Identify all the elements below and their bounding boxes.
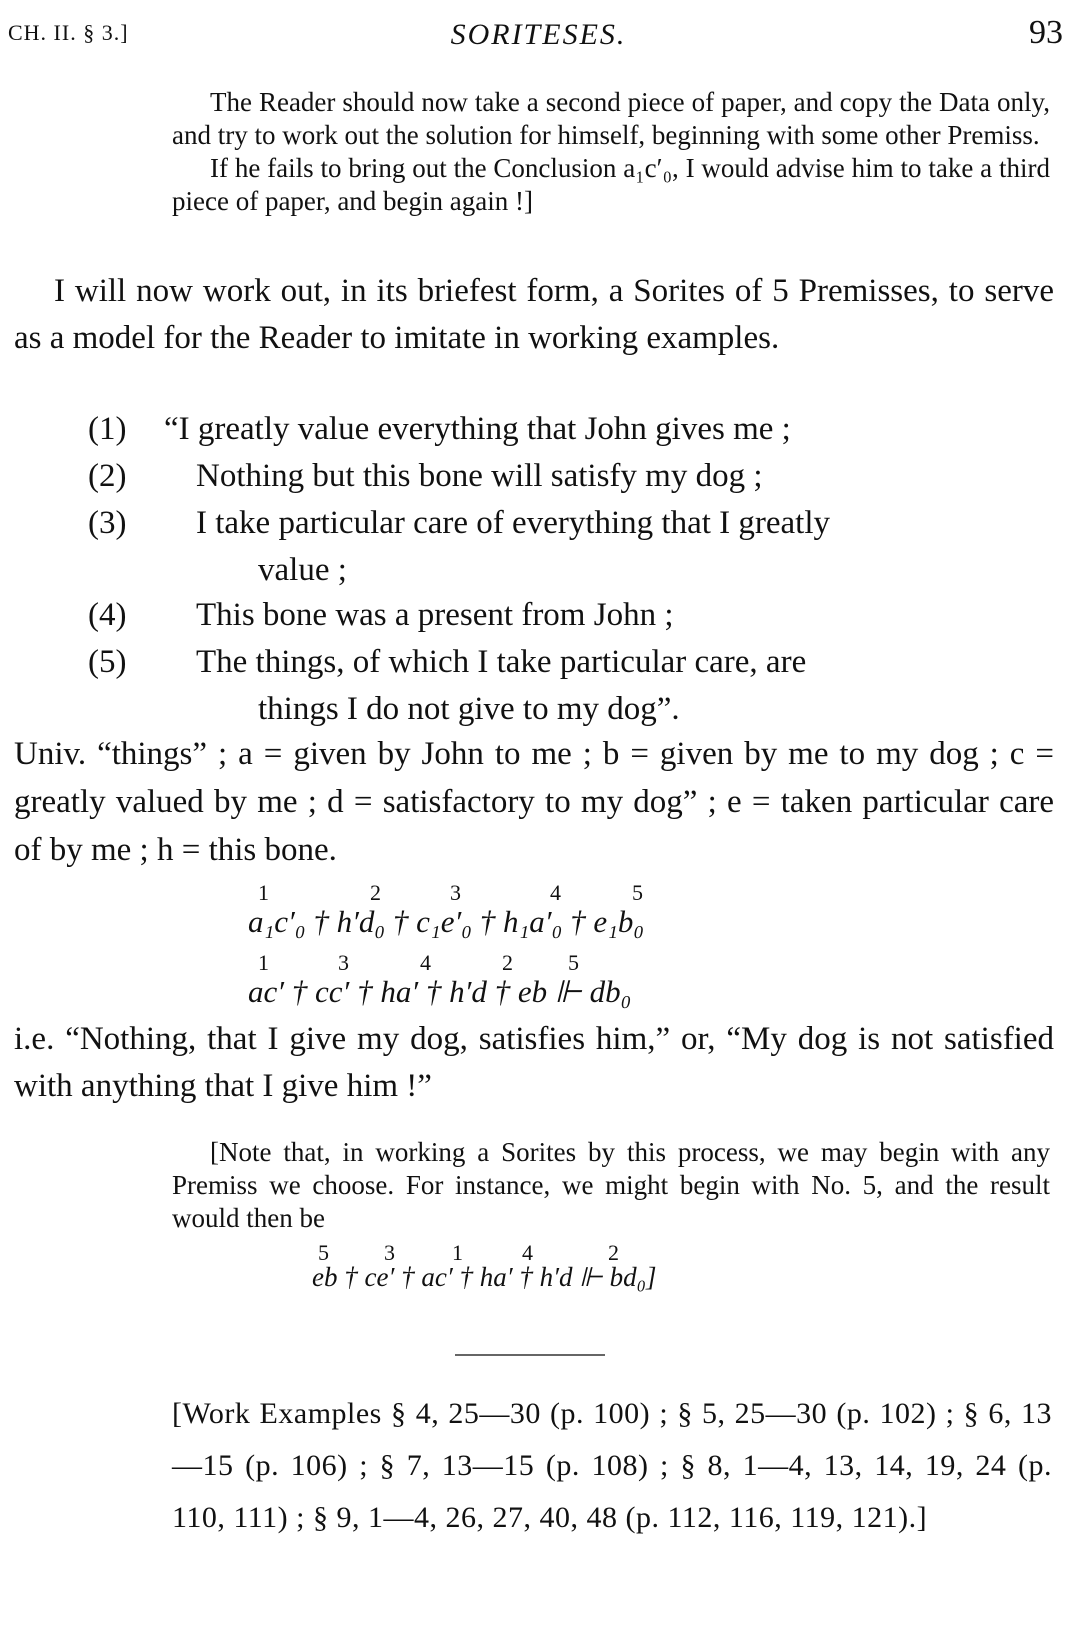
note-formula-number: 5 <box>318 1240 329 1265</box>
note-top-paragraph-1: The Reader should now take a second piece of paper, and copy the Data only, and try to work out the solution for himself, beginning with some other Premiss. <box>172 87 1050 150</box>
formula-1-number: 5 <box>632 880 643 905</box>
universe-definitions <box>14 730 1054 874</box>
premiss-number: (1) <box>88 411 127 447</box>
note-formula: eb † ce′ † ac′ † ha′ † h′d ⊩ bd₀] <box>312 1262 657 1292</box>
premiss-number: (5) <box>88 644 127 680</box>
univ-lead: Univ. “things” ; <box>14 736 228 772</box>
note-bottom-text: [Note that, in working a Sorites by this process, we may begin with any Premiss we choose. For instance, we might begin with No. 5, and the result would then be <box>172 1137 1050 1233</box>
premiss-continuation: things I do not give to my dog”. <box>258 691 680 727</box>
running-header <box>0 14 1077 54</box>
note-formula-number: 1 <box>452 1240 463 1265</box>
page-number: 93 <box>1029 14 1063 51</box>
formula-2-number: 4 <box>420 950 431 975</box>
section-divider <box>455 1354 605 1356</box>
chapter-reference: CH. II. § 3.] <box>8 20 129 45</box>
formula-1-number: 4 <box>550 880 561 905</box>
formula-2-number: 3 <box>338 950 349 975</box>
note-bottom <box>172 1136 1050 1235</box>
premiss-number: (4) <box>88 597 127 633</box>
note-formula-number: 3 <box>384 1240 395 1265</box>
formula-2-number: 5 <box>568 950 579 975</box>
premiss-text: The things, of which I take particular care, are <box>196 644 807 680</box>
formula-1-number: 3 <box>450 880 461 905</box>
note-top <box>172 86 1050 218</box>
formula-2-numbers <box>252 950 692 976</box>
formula-1: a₁c′₀ † h′d₀ † c₁e′₀ † h₁a′₀ † e₁b₀ <box>248 904 645 939</box>
premiss-text: I take particular care of everything that I greatly <box>196 505 831 541</box>
work-examples-reference: [Work Examples § 4, 25—30 (p. 100) ; § 5, 25—30 (p. 102) ; § 6, 13—15 (p. 106) ; § 7, 13—15 (p. 108) ; § 8, 1—4, 13, 14, 19, 24 (p. 110, 111) ; § 9, 1—4, 26, 27, 40, 48 (p. 112, 116, 119, 121).] <box>172 1397 1052 1534</box>
intro-paragraph <box>14 268 1054 362</box>
formula-2-number: 1 <box>258 950 269 975</box>
note-top-paragraph-2: If he fails to bring out the Conclusion a₁c′₀, I would advise him to take a third piece of paper, and begin again !] <box>172 153 1050 216</box>
formula-1-number: 1 <box>258 880 269 905</box>
premiss-number: (3) <box>88 505 127 541</box>
premiss-text: Nothing but this bone will satisfy my dog ; <box>196 458 763 494</box>
univ-definitions: a = given by John to me ; b = given by me to my dog ; c = greatly valued by me ; d = satisfactory to my dog” ; e = taken particular care of by me ; h = this bone. <box>14 736 1055 868</box>
formula-2: ac′ † cc′ † ha′ † h′d † eb ⊩ db₀ <box>248 974 632 1009</box>
premiss-number: (2) <box>88 458 127 494</box>
formula-1-number: 2 <box>370 880 381 905</box>
note-formula-number: 4 <box>522 1240 533 1265</box>
formula-2-number: 2 <box>502 950 513 975</box>
premiss-continuation: value ; <box>258 552 347 588</box>
running-title: SORITESES. <box>450 18 627 51</box>
premiss-text: “I greatly value everything that John gives me ; <box>164 411 791 447</box>
intro-text: I will now work out, in its briefest form, a Sorites of 5 Premisses, to serve as a model for the Reader to imitate in working examples. <box>14 273 1054 356</box>
note-formula-number: 2 <box>608 1240 619 1265</box>
conclusion: i.e. “Nothing, that I give my dog, satisfies him,” or, “My dog is not satisfied with anything that I give him !” <box>14 1021 1054 1104</box>
premiss-text: This bone was a present from John ; <box>196 597 674 633</box>
formula-1-numbers <box>252 880 692 906</box>
